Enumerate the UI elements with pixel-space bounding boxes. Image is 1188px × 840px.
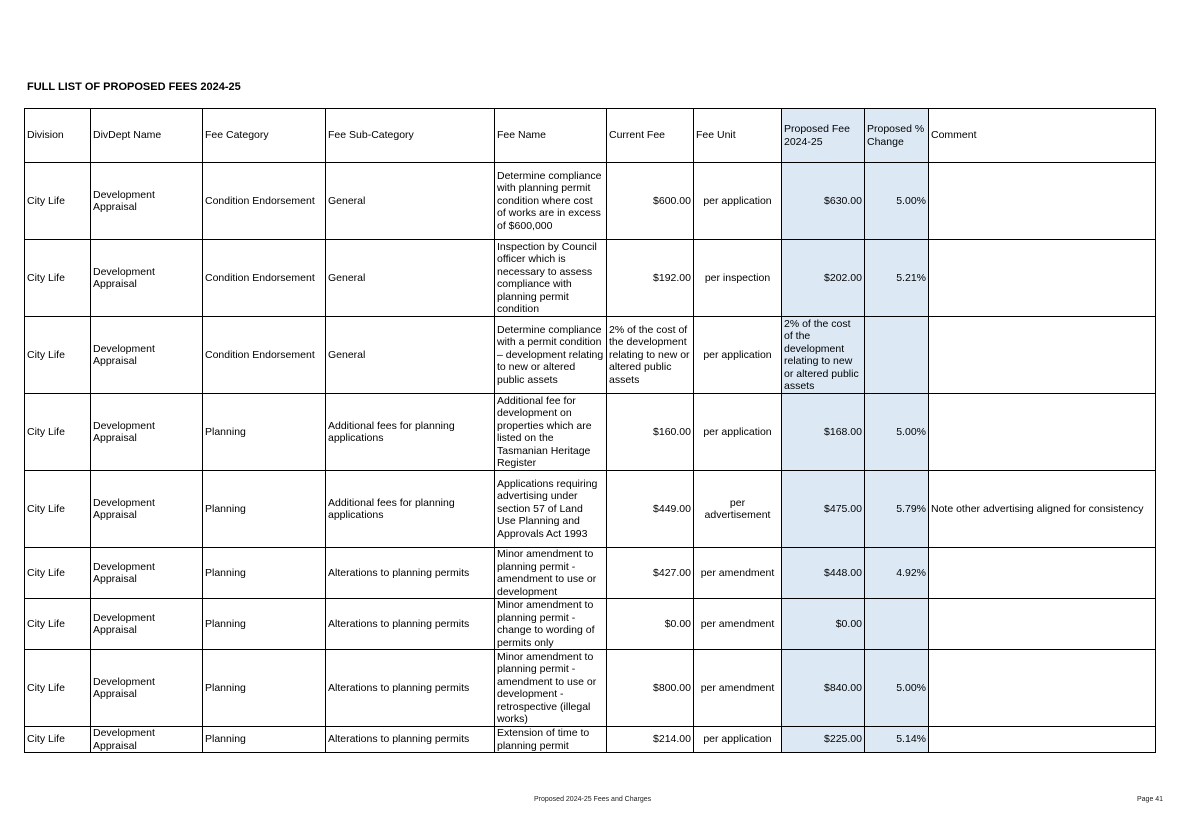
cell-fee-unit: per application	[694, 317, 782, 394]
cell-division: City Life	[25, 317, 91, 394]
table-header-row	[25, 109, 1156, 163]
cell-proposed-change: 5.21%	[865, 240, 929, 317]
cell-proposed-fee: $225.00	[782, 727, 865, 753]
page-title: FULL LIST OF PROPOSED FEES 2024-25	[27, 81, 241, 93]
table-row	[25, 548, 1156, 599]
cell-fee-name: Additional fee for development on properties which are listed on the Tasmanian Heritage Register	[495, 394, 607, 471]
cell-divdept-name: Development Appraisal	[91, 471, 203, 548]
cell-fee-sub-category: General	[326, 317, 495, 394]
cell-proposed-fee: $168.00	[782, 394, 865, 471]
cell-current-fee: $0.00	[607, 599, 694, 650]
page-number: Page 41	[1137, 796, 1164, 803]
cell-comment: Note other advertising aligned for consistency	[929, 471, 1156, 548]
cell-fee-unit: per application	[694, 727, 782, 753]
cell-fee-name: Minor amendment to planning permit - change to wording of permits only	[495, 599, 607, 650]
cell-divdept-name: Development Appraisal	[91, 240, 203, 317]
cell-comment	[929, 599, 1156, 650]
cell-proposed-fee: $475.00	[782, 471, 865, 548]
cell-proposed-fee: $202.00	[782, 240, 865, 317]
col-header-proposed-fee: Proposed Fee 2024-25	[782, 109, 865, 163]
cell-divdept-name: Development Appraisal	[91, 650, 203, 727]
cell-fee-sub-category: Alterations to planning permits	[326, 650, 495, 727]
table-row	[25, 599, 1156, 650]
cell-proposed-fee: $448.00	[782, 548, 865, 599]
col-header-fee-category: Fee Category	[203, 109, 326, 163]
cell-comment	[929, 317, 1156, 394]
table-row	[25, 650, 1156, 727]
cell-proposed-change: 5.00%	[865, 163, 929, 240]
table-row	[25, 394, 1156, 471]
cell-fee-unit: per advertisement	[694, 471, 782, 548]
cell-fee-sub-category: Alterations to planning permits	[326, 727, 495, 753]
cell-fee-category: Condition Endorsement	[203, 240, 326, 317]
cell-division: City Life	[25, 394, 91, 471]
cell-fee-unit: per inspection	[694, 240, 782, 317]
col-header-fee-sub-category: Fee Sub-Category	[326, 109, 495, 163]
cell-division: City Life	[25, 163, 91, 240]
cell-division: City Life	[25, 240, 91, 317]
cell-division: City Life	[25, 471, 91, 548]
cell-fee-name: Minor amendment to planning permit - amendment to use or development	[495, 548, 607, 599]
cell-fee-sub-category: General	[326, 240, 495, 317]
cell-fee-category: Planning	[203, 599, 326, 650]
cell-fee-category: Planning	[203, 548, 326, 599]
cell-proposed-change: 5.14%	[865, 727, 929, 753]
cell-proposed-change	[865, 599, 929, 650]
cell-divdept-name: Development Appraisal	[91, 599, 203, 650]
table-row	[25, 240, 1156, 317]
cell-fee-category: Condition Endorsement	[203, 317, 326, 394]
fees-table	[24, 108, 1156, 753]
cell-proposed-change: 5.79%	[865, 471, 929, 548]
cell-fee-name: Extension of time to planning permit	[495, 727, 607, 753]
cell-comment	[929, 163, 1156, 240]
cell-proposed-fee: 2% of the cost of the development relating to new or altered public assets	[782, 317, 865, 394]
table-row	[25, 163, 1156, 240]
cell-current-fee: $427.00	[607, 548, 694, 599]
cell-fee-category: Planning	[203, 650, 326, 727]
cell-proposed-change: 5.00%	[865, 650, 929, 727]
cell-comment	[929, 548, 1156, 599]
cell-current-fee: $600.00	[607, 163, 694, 240]
col-header-current-fee: Current Fee	[607, 109, 694, 163]
cell-divdept-name: Development Appraisal	[91, 727, 203, 753]
cell-fee-name: Inspection by Council officer which is necessary to assess compliance with planning permit condition	[495, 240, 607, 317]
cell-current-fee: 2% of the cost of the development relating to new or altered public assets	[607, 317, 694, 394]
cell-fee-category: Condition Endorsement	[203, 163, 326, 240]
table-row	[25, 317, 1156, 394]
col-header-division: Division	[25, 109, 91, 163]
cell-proposed-fee: $630.00	[782, 163, 865, 240]
table-row	[25, 727, 1156, 753]
cell-proposed-change: 5.00%	[865, 394, 929, 471]
cell-comment	[929, 394, 1156, 471]
cell-fee-name: Applications requiring advertising under section 57 of Land Use Planning and Approvals Act 1993	[495, 471, 607, 548]
cell-fee-sub-category: Additional fees for planning applications	[326, 471, 495, 548]
cell-fee-sub-category: General	[326, 163, 495, 240]
cell-fee-unit: per amendment	[694, 548, 782, 599]
cell-fee-unit: per application	[694, 394, 782, 471]
col-header-fee-unit: Fee Unit	[694, 109, 782, 163]
col-header-divdept-name: DivDept Name	[91, 109, 203, 163]
cell-fee-unit: per amendment	[694, 599, 782, 650]
cell-divdept-name: Development Appraisal	[91, 163, 203, 240]
cell-fee-category: Planning	[203, 727, 326, 753]
cell-comment	[929, 650, 1156, 727]
cell-current-fee: $800.00	[607, 650, 694, 727]
col-header-fee-name: Fee Name	[495, 109, 607, 163]
cell-division: City Life	[25, 650, 91, 727]
cell-divdept-name: Development Appraisal	[91, 317, 203, 394]
cell-current-fee: $192.00	[607, 240, 694, 317]
cell-fee-sub-category: Alterations to planning permits	[326, 548, 495, 599]
cell-proposed-change	[865, 317, 929, 394]
footer-title: Proposed 2024-25 Fees and Charges	[534, 796, 652, 803]
cell-division: City Life	[25, 599, 91, 650]
cell-division: City Life	[25, 548, 91, 599]
cell-comment	[929, 240, 1156, 317]
cell-comment	[929, 727, 1156, 753]
cell-current-fee: $449.00	[607, 471, 694, 548]
cell-divdept-name: Development Appraisal	[91, 394, 203, 471]
cell-fee-category: Planning	[203, 394, 326, 471]
cell-fee-name: Determine compliance with planning permit condition where cost of works are in excess of $600,000	[495, 163, 607, 240]
cell-proposed-fee: $0.00	[782, 599, 865, 650]
cell-fee-name: Minor amendment to planning permit - amendment to use or development - retrospective (illegal works)	[495, 650, 607, 727]
cell-fee-sub-category: Additional fees for planning applications	[326, 394, 495, 471]
cell-fee-unit: per application	[694, 163, 782, 240]
cell-division: City Life	[25, 727, 91, 753]
cell-fee-name: Determine compliance with a permit condition – development relating to new or altered public assets	[495, 317, 607, 394]
col-header-comment: Comment	[929, 109, 1156, 163]
cell-divdept-name: Development Appraisal	[91, 548, 203, 599]
cell-proposed-fee: $840.00	[782, 650, 865, 727]
cell-current-fee: $214.00	[607, 727, 694, 753]
cell-proposed-change: 4.92%	[865, 548, 929, 599]
cell-current-fee: $160.00	[607, 394, 694, 471]
cell-fee-sub-category: Alterations to planning permits	[326, 599, 495, 650]
cell-fee-unit: per amendment	[694, 650, 782, 727]
cell-fee-category: Planning	[203, 471, 326, 548]
table-row	[25, 471, 1156, 548]
col-header-proposed-change: Proposed % Change	[865, 109, 929, 163]
